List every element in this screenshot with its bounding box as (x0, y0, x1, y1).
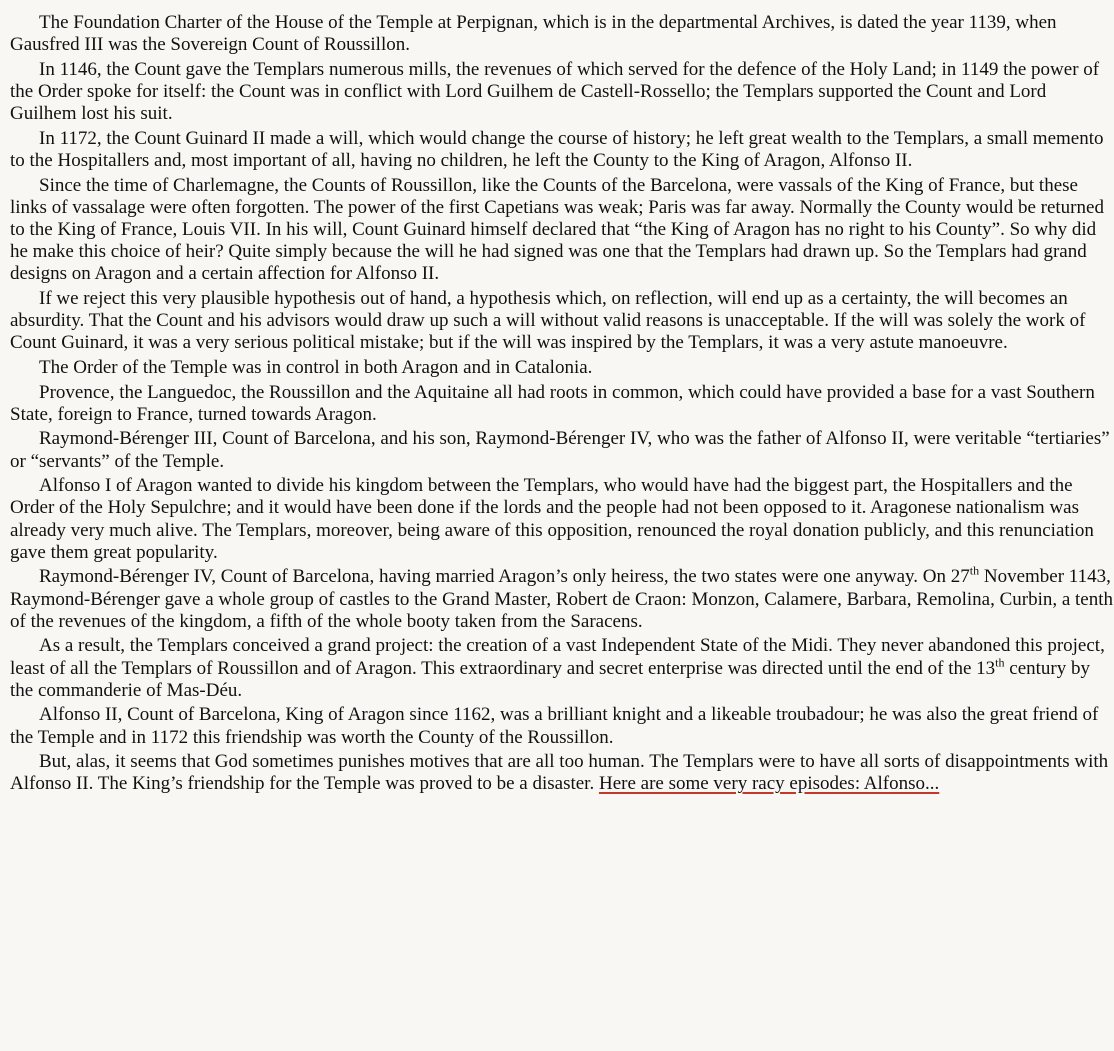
paragraph-provence: Provence, the Languedoc, the Roussillon and the Aquitaine all had roots in common, which could have provided a base for a vast Southern State, foreign to France, turned towards Aragon. (10, 381, 1095, 425)
paragraph-alfonso-i: Alfonso I of Aragon wanted to divide his kingdom between the Templars, who would have had the biggest part, the Hospitallers and the Order of the Holy Sepulchre; and it would have been done if the lords and the people had not been opposed to it. Aragonese nationalism was already very much alive. The Templars, moreover, being aware of this opposition, renounced the royal donation publicly, and this renunciation gave them great popularity. (10, 475, 1094, 563)
paragraph-order-control: The Order of the Temple was in control in both Aragon and in Catalonia. (39, 357, 593, 378)
paragraph-text: As a result, the Templars conceived a grand project: the creation of a vast Independent State of the Midi. They never abandoned this project, least of all the Templars of Roussillon and of Aragon. This extraordinary and secret enterprise was directed until the end of the 13 (10, 635, 1105, 679)
ordinal-suffix: th (969, 564, 980, 579)
paragraph-robert-de-craon (10, 566, 1114, 633)
paragraph-hypothesis: If we reject this very plausible hypothesis out of hand, a hypothesis which, on reflection, will end up as a certainty, the will becomes an absurdity. That the Count and his advisors would draw up such a will without valid reasons is unacceptable. If the will was solely the work of Count Guinard, it was a very serious political mistake; but if the will was inspired by the Templars, it was a very astute manoeuvre. (10, 288, 1086, 354)
paragraph-grand-project (10, 635, 1114, 702)
paragraph-text: century by the commanderie of Mas-Déu. (10, 657, 1090, 701)
paragraph-text: But, alas, it seems that God sometimes punishes motives that are all too human. The Templars were to have all sorts of disappointments with Alfonso II. The King’s friendship for the Temple was proved to be a disaster. (10, 751, 1109, 795)
ordinal-suffix: th (995, 655, 1005, 670)
paragraph-will-1172: In 1172, the Count Guinard II made a will, which would change the course of history; he left great wealth to the Templars, a small memento to the Hospitallers and, most important of all, having no children, he left the County to the King of Aragon, Alfonso II. (10, 127, 1104, 171)
paragraph-charlemagne: Since the time of Charlemagne, the Counts of Roussillon, like the Counts of the Barcelona, were vassals of the King of France, but these links of vassalage were often forgotten. The power of the first Capetians was weak; Paris was far away. Normally the County would be returned to the King of France, Louis VII. In his will, Count Guinard himself declared that “the King of Aragon has no right to his County”. So why did he make this choice of heir? Quite simply because the will he had signed was one that the Templars had drawn up. So the Templars had grand designs on Aragon and a certain affection for Alfonso II. (10, 174, 1104, 285)
paragraph-mills-1146: In 1146, the Count gave the Templars numerous mills, the revenues of which served for the defence of the Holy Land; in 1149 the power of the Order spoke for itself: the Count was in conflict with Lord Guilhem de Castell-Rossello; the Templars supported the Count and Lord Guilhem lost his suit. (10, 58, 1100, 125)
paragraph-foundation-charter: The Foundation Charter of the House of the Temple at Perpignan, which is in the departmental Archives, is dated the year 1139, when Gausfred III was the Sovereign Count of Roussillon. (10, 12, 1057, 56)
underlined-text: Here are some very racy episodes: Alfonso... (598, 773, 940, 795)
paragraph-text: Raymond-Bérenger IV, Count of Barcelona, having married Aragon’s only heiress, the two states were one anyway. On 27 (39, 566, 970, 588)
document-body (10, 12, 1114, 798)
paragraph-text: November 1143, Raymond-Bérenger gave a whole group of castles to the Grand Master, Robert de Craon: Monzon, Calamere, Barbara, Remolina, Curbin, a tenth of the revenues of the kingdom, a fifth of the whole booty taken from the Saracens. (10, 566, 1114, 632)
paragraph-disappointments (10, 751, 1114, 795)
paragraph-alfonso-ii: Alfonso II, Count of Barcelona, King of Aragon since 1162, was a brilliant knight and a likeable troubadour; he was also the great friend of the Temple and in 1172 this friendship was worth the County of the Roussillon. (10, 704, 1099, 748)
paragraph-raymond-berenger: Raymond-Bérenger III, Count of Barcelona, and his son, Raymond-Bérenger IV, who was the father of Alfonso II, were veritable “tertiaries” or “servants” of the Temple. (10, 428, 1110, 472)
